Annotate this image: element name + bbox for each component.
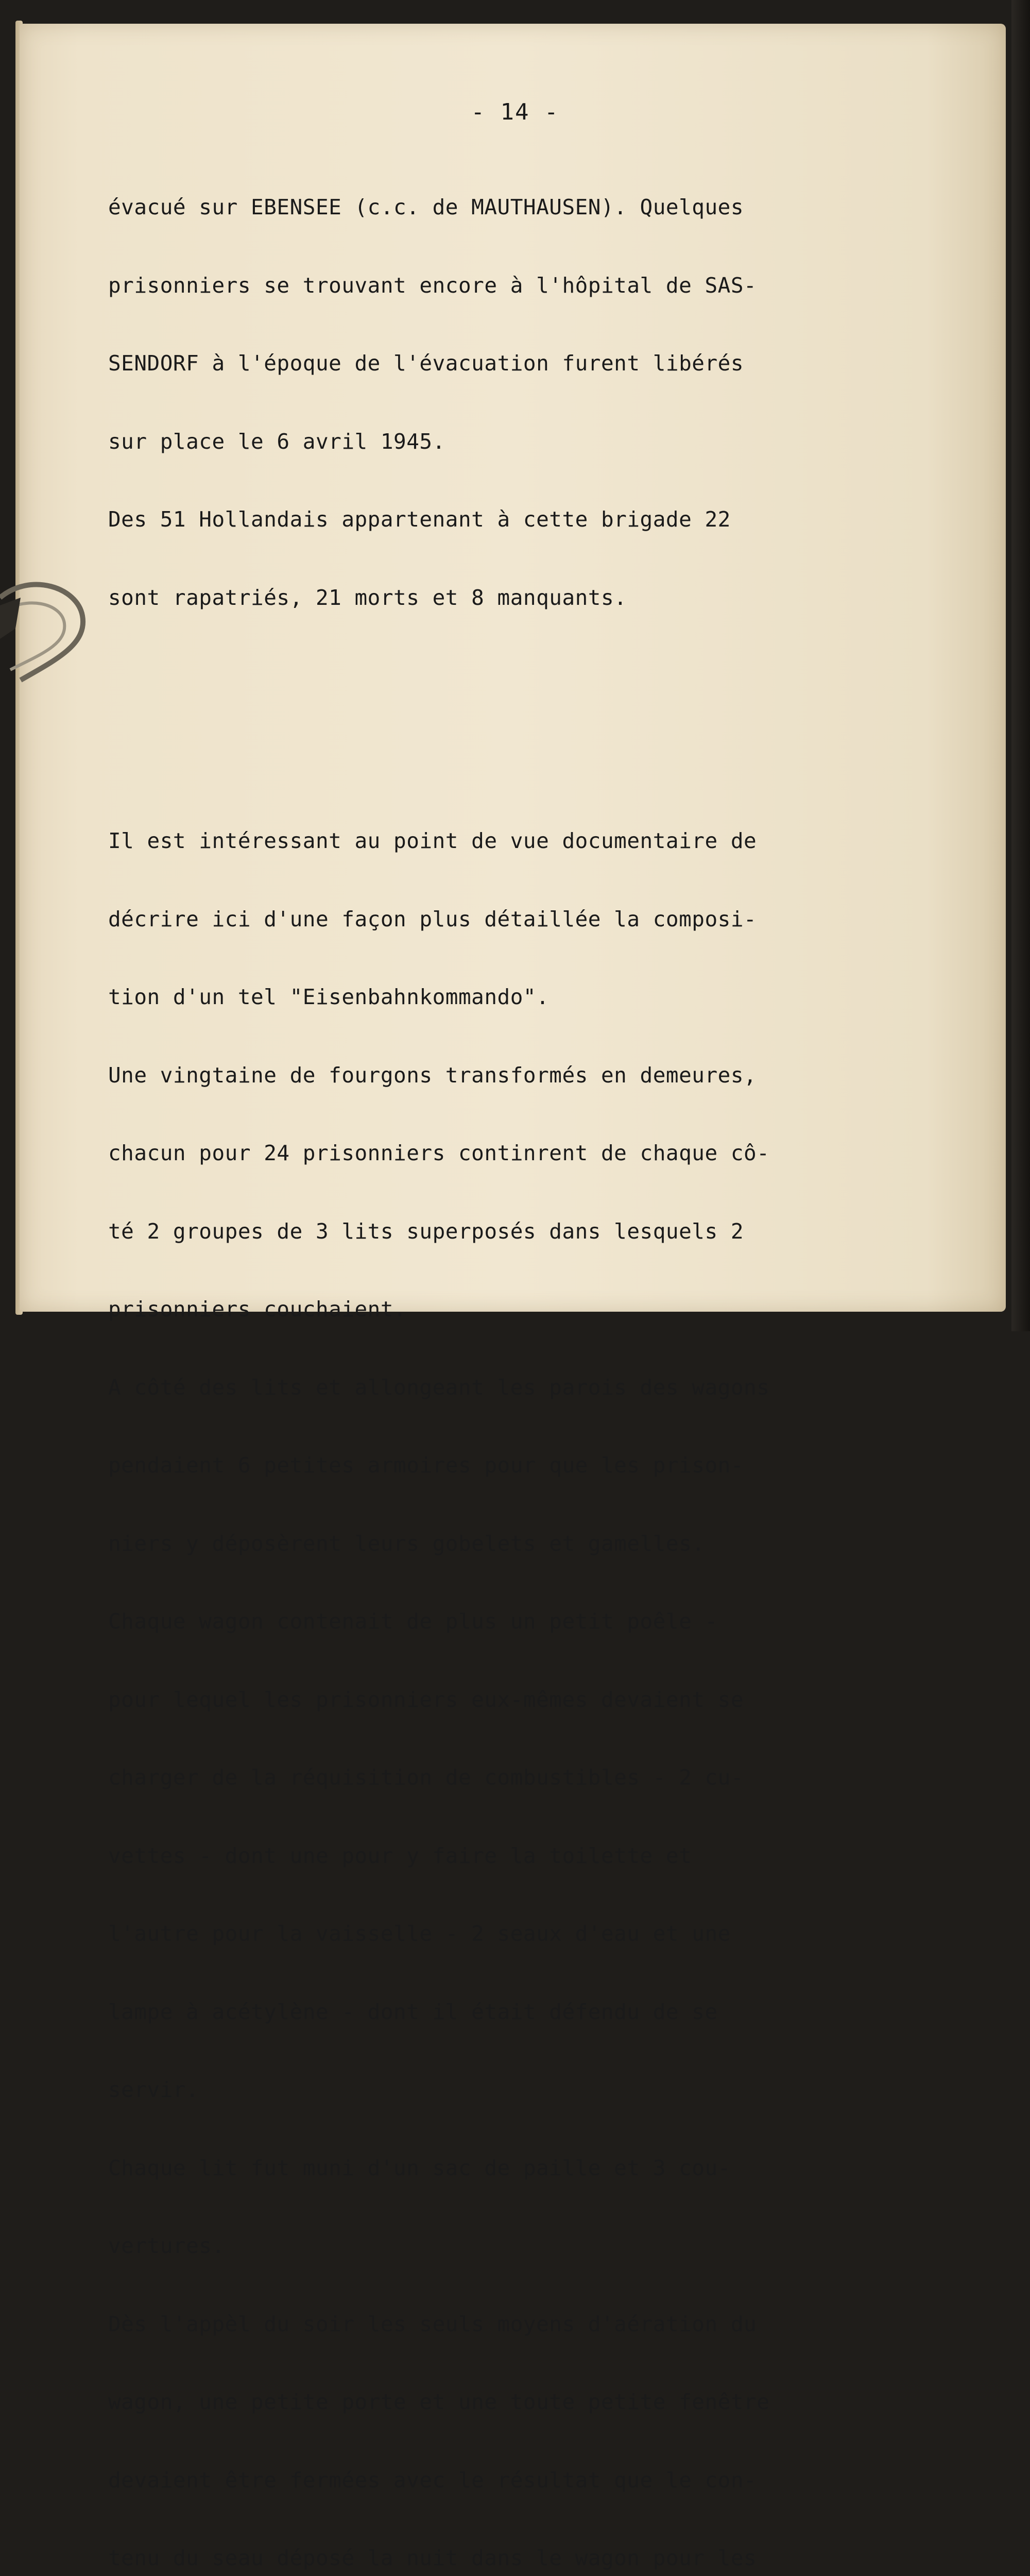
body-text [108,90,922,2576]
text-line: Dès l'appèl du soir les seuls moyens d'aération du [108,2311,757,2336]
text-line: chacun pour 24 prisonniers continrent de chaque cô- [108,1141,770,1165]
paragraph [108,776,922,2576]
text-line: l'autre pour la vaisselle - 2 seaux d'eau et une [108,1921,731,1946]
text-line: sont rapatriés, 21 morts et 8 manquants. [108,585,627,610]
text-line: tenu du seau déposé la nuit dans le wagon pour les [108,2546,757,2570]
text-line: servir. [108,2077,199,2102]
text-line: Chaque lit fut muni d'un sac de paille et 3 cou- [108,2155,731,2180]
text-line: tion d'un tel "Eisenbahnkommando". [108,985,550,1009]
book-spine [1011,0,1030,1331]
text-line: niers y déposèrent leurs gobelets et gamelles. [108,1531,705,1556]
text-line: prisonniers couchaient. [108,1297,407,1321]
text-line: évacué sur EBENSEE (c.c. de MAUTHAUSEN). Quelques [108,195,744,219]
text-line: sur place le 6 avril 1945. [108,429,445,454]
page-number: - 14 - [471,99,559,125]
text-line: wagon, une petite porte et une toute petite fenêtre [108,2389,770,2414]
text-line: Des 51 Hollandais appartenant à cette brigade 22 [108,507,731,532]
text-line: Il est intéressant au point de vue documentaire de [108,828,757,853]
text-line: Une vingtaine de fourgons transformés en demeures, [108,1062,757,1088]
text-line: lampe à acétylène - dont il était défendu de se [108,1999,718,2024]
text-line: vertures. [108,2233,225,2258]
text-line: A côté des lits et allongeant les parois des wagons [108,1375,770,1400]
text-line: pendaient 6 petites armoires pour que les prison- [108,1453,744,1478]
text-line: pour lequel les prisonniers eux-mêmes devaient se [108,1687,744,1712]
paper-clip-icon [0,567,90,685]
text-line: prisonniers se trouvant encore à l'hôpital de SAS- [108,273,757,298]
text-line: charger de la réquisition de combustibles - 2 cu- [108,1765,744,1790]
text-line: décrire ici d'une façon plus détaillée la composi- [108,906,757,931]
text-line: devaient être fermées avec le résultat que le con- [108,2467,757,2493]
text-line: Chaque wagon contenait de plus un petit poêle - [108,1609,718,1634]
text-line: té 2 groupes de 3 lits superposés dans lesquels 2 [108,1218,744,1244]
text-line: SENDORF à l'époque de l'évacuation furent libérés [108,351,744,376]
paragraph [108,142,922,663]
text-line: vettes - dont une pour y faire la toilette et [108,1843,692,1868]
